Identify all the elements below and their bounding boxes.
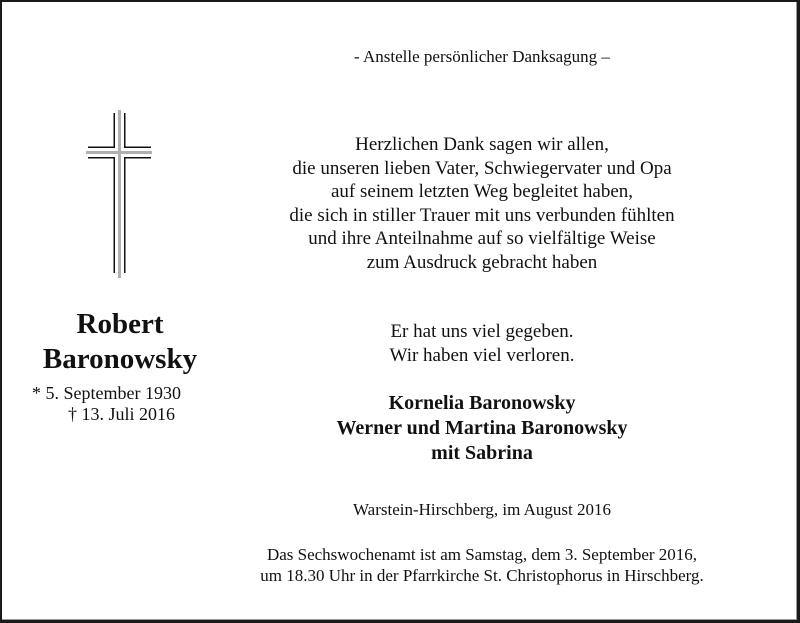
family-line: Werner und Martina Baronowsky — [336, 417, 628, 439]
thanks-line: und ihre Anteilnahme auf so vielfältige Weise — [308, 228, 656, 249]
memorial-quote — [242, 320, 722, 367]
thanks-text — [242, 133, 722, 274]
thanks-line: die sich in stiller Trauer mit uns verbunden fühlten — [289, 204, 675, 226]
cross-icon — [86, 110, 156, 282]
family-line: Kornelia Baronowsky — [388, 392, 576, 414]
quote-line: Er hat uns viel gegeben. — [390, 321, 574, 342]
thanks-line: Herzlichen Dank sagen wir allen, — [355, 134, 609, 155]
deceased-first-name: Robert — [76, 308, 164, 340]
family-signatures — [242, 391, 722, 466]
service-line: um 18.30 Uhr in der Pfarrkirche St. Christophorus in Hirschberg. — [260, 566, 704, 585]
family-line: mit Sabrina — [431, 442, 533, 464]
thanks-line: zum Ausdruck gebracht haben — [366, 251, 598, 273]
deceased-name — [22, 307, 218, 377]
deceased-last-name: Baronowsky — [42, 343, 198, 375]
death-date: † 13. Juli 2016 — [68, 404, 176, 424]
thanks-line: die unseren lieben Vater, Schwiegervater und Opa — [292, 157, 672, 179]
service-line: Das Sechswochenamt ist am Samstag, dem 3. September 2016, — [266, 545, 698, 564]
life-dates — [22, 383, 218, 425]
thanks-line: auf seinem letzten Weg begleitet haben, — [331, 181, 633, 202]
quote-line: Wir haben viel verloren. — [389, 344, 575, 366]
place-date: Warstein-Hirschberg, im August 2016 — [352, 500, 611, 519]
birth-date: * 5. September 1930 — [32, 383, 181, 403]
notice-subtitle: - Anstelle persönlicher Danksagung – — [354, 47, 610, 66]
service-announcement — [202, 544, 762, 586]
